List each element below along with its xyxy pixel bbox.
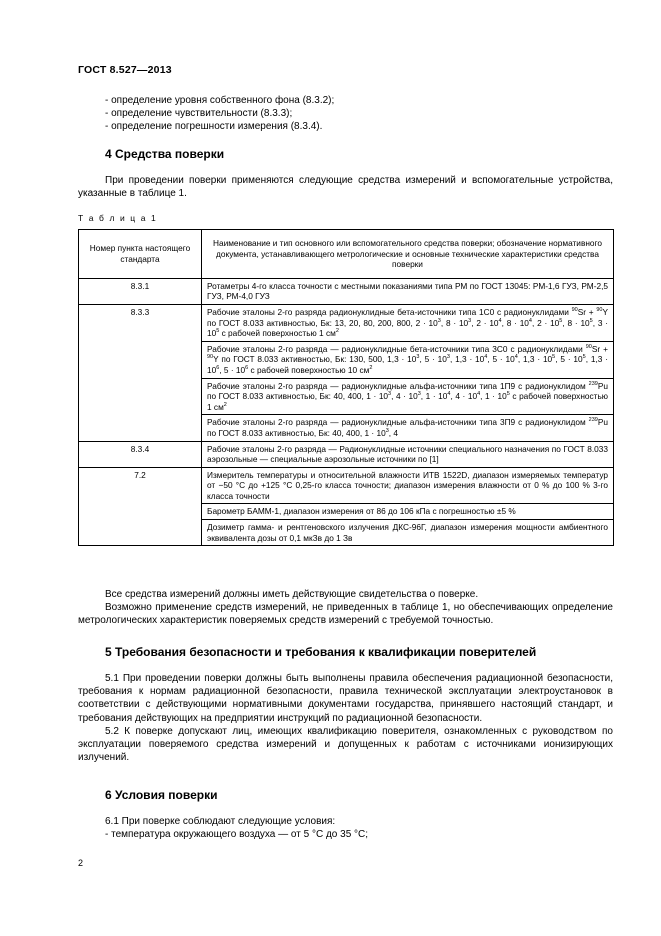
section-6-body bbox=[78, 815, 613, 841]
paragraph: При проведении поверки применяются следующие средства измерений и вспомогательные устройства, указанные в таблице 1. bbox=[78, 175, 613, 200]
table-row bbox=[79, 341, 614, 378]
section-4-title: 4 Средства поверки bbox=[105, 147, 225, 161]
table-cell-num: 8.3.4 bbox=[79, 441, 202, 467]
paragraph: 5.1 При проведении поверки должны быть выполнены правила обеспечения радиационной безопасности, требования к нормам радиационной безопасности, правила технической эксплуатации электроустановок в соответствии с действующими нормативными документами государства, принявшего настоящий стандарт, и требования действующих на предприятии инструкций по радиационной безопасности. bbox=[78, 673, 613, 724]
table-cell-num bbox=[79, 520, 202, 546]
table-row bbox=[79, 304, 614, 341]
table-cell-sub: Рабочие эталоны 2-го разряда — радионуклидные альфа-источники типа 3П9 с радионуклидом $^{239}$Pu по ГОСТ 8.033 активностью, Бк: 40, 400, $1 \cdot 10^3$, 4 bbox=[202, 415, 614, 441]
table-cell-sub: Рабочие эталоны 2-го разряда — радионуклидные альфа-источники типа 1П9 с радионуклидом $^{239}$Pu по ГОСТ 8.033 активностью, Бк: 40, 400, $1 \cdot 10^3$, $4 \cdot 10^3$, $1 \cdot 10^4$, $4 \cdot 10^4$, $1 \cdot 10^5$ с рабочей поверхностью 1 $см^2$ bbox=[202, 378, 614, 415]
section-4-paragraph bbox=[78, 174, 613, 200]
after-table-text bbox=[78, 588, 613, 628]
table-cell-sub: Ротаметры 4-го класса точности с местными показаниями типа РМ по ГОСТ 13045: РМ-1,6 ГУЗ, РМ-2,5 ГУЗ, РМ-4,0 ГУЗ bbox=[202, 278, 614, 304]
table-header-col1: Номер пункта настоящего стандарта bbox=[79, 230, 202, 279]
table-row bbox=[79, 467, 614, 504]
table-cell-num: 8.3.1 bbox=[79, 278, 202, 304]
table-cell-num bbox=[79, 341, 202, 378]
table-row bbox=[79, 504, 614, 520]
table-cell-sub: Барометр БАММ-1, диапазон измерения от 86 до 106 кПа с погрешностью ±5 % bbox=[202, 504, 614, 520]
table-cell-num: 7.2 bbox=[79, 467, 202, 504]
paragraph: 6.1 При поверке соблюдают следующие условия: bbox=[105, 816, 336, 827]
section-5-body bbox=[78, 672, 613, 764]
list-item: - определение уровня собственного фона (8.3.2); bbox=[105, 95, 335, 106]
section-6-title: 6 Условия поверки bbox=[105, 788, 218, 802]
list-item: - определение чувствительности (8.3.3); bbox=[105, 108, 293, 119]
paragraph: - температура окружающего воздуха — от 5 °С до 35 °С; bbox=[105, 829, 369, 841]
table-row bbox=[79, 520, 614, 546]
paragraph: 5.2 К поверке допускают лиц, имеющих квалификацию поверителя, ознакомленных с руководством по эксплуатации поверяемого средства измерений и допущенных к работам с источниками ионизирующих излучений. bbox=[78, 725, 613, 764]
paragraph: Возможно применение средств измерений, не приведенных в таблице 1, но обеспечивающих определение метрологических характеристик поверяемых средств измерений с требуемой точностью. bbox=[78, 602, 613, 627]
table-cell-num bbox=[79, 378, 202, 415]
table-cell-num: 8.3.3 bbox=[79, 304, 202, 341]
table-cell-num bbox=[79, 504, 202, 520]
section-5-title: 5 Требования безопасности и требования к квалификации поверителей bbox=[105, 645, 537, 659]
table-row bbox=[79, 415, 614, 441]
table-cell-sub: Дозиметр гамма- и рентгеновского излучения ДКС-96Г, диапазон измерения мощности амбиентного эквивалента дозы от 0,1 мкЗв до 1 Зв bbox=[202, 520, 614, 546]
table-row bbox=[79, 441, 614, 467]
list-item: - определение погрешности измерения (8.3.4). bbox=[105, 121, 323, 132]
document-header: ГОСТ 8.527—2013 bbox=[78, 64, 172, 76]
table-caption: Т а б л и ц а 1 bbox=[78, 213, 158, 223]
table-cell-sub: Рабочие эталоны 2-го разряда — радионуклидные бета-источники типа 3С0 с радионуклидами $^{90}$Sr + $^{90}$Y по ГОСТ 8.033 активностью, Бк: 130, 500, $1,3 \cdot 10^3$, $5 \cdot 10^3$, $1,3 \cdot 10^4$, $5 \cdot 10^4$, $1,3 \cdot 10^5$, $5 \cdot 10^5$, $1,3 \cdot 10^6$, $5 \cdot 10^6$ с рабочей поверхностью 10 $см^2$ bbox=[202, 341, 614, 378]
table-header-row bbox=[79, 230, 614, 279]
table-cell-sub: Рабочие эталоны 2-го разряда — Радионуклидные источники специального назначения по ГОСТ 8.033 аэрозольные — специальные аэрозольные источники по [1] bbox=[202, 441, 614, 467]
table-row bbox=[79, 378, 614, 415]
paragraph: Все средства измерений должны иметь действующие свидетельства о поверке. bbox=[105, 589, 479, 600]
page-number: 2 bbox=[78, 858, 84, 868]
table-1 bbox=[78, 229, 614, 546]
table-header-col2: Наименование и тип основного или вспомогательного средства поверки; обозначение нормативного документа, устанавливающего метрологические и основные технические характеристики средства поверки bbox=[202, 230, 614, 279]
table-cell-sub: Измеритель температуры и относительной влажности ИТВ 1522D, диапазон измеряемых температур от −50 °С до +125 °С 0,25-го класса точности; диапазон измерения влажности от 0 % до 100 % 3-го класса точности bbox=[202, 467, 614, 504]
table-row bbox=[79, 278, 614, 304]
table-cell-num bbox=[79, 415, 202, 441]
table-cell-sub: Рабочие эталоны 2-го разряда радионуклидные бета-источники типа 1С0 с радионуклидами $^{90}$Sr + $^{90}$Y по ГОСТ 8.033 активностью, Бк: 13, 20, 80, 200, 800, $2 \cdot 10^3$, $8 \cdot 10^3$, $2 \cdot 10^4$, $8 \cdot 10^4$, $2 \cdot 10^5$, $8 \cdot 10^5$, $3 \cdot 10^5$ с рабочей поверхностью 1 $см^2$ bbox=[202, 304, 614, 341]
